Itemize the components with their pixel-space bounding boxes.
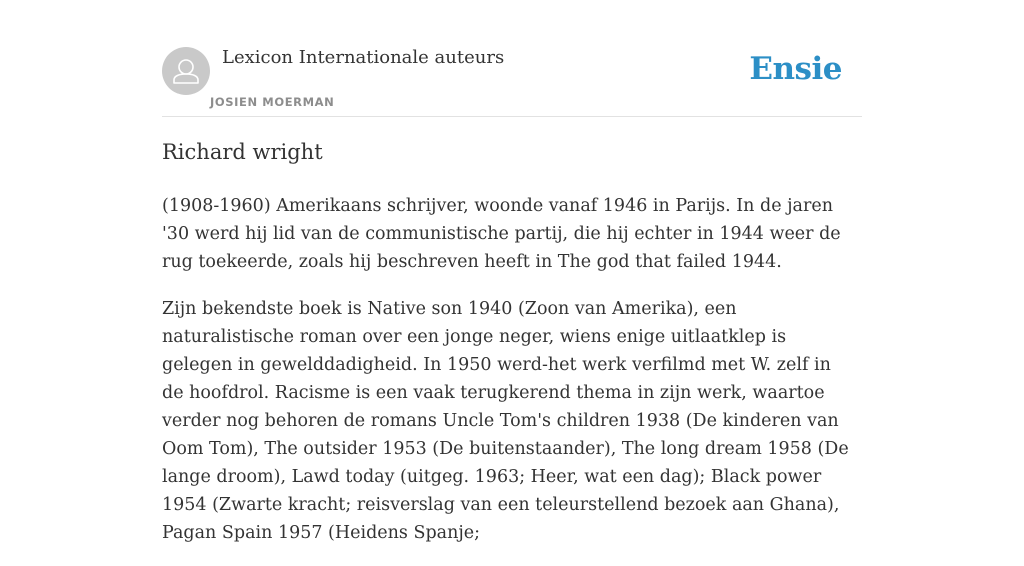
site-logo[interactable]: Ensie xyxy=(749,51,842,87)
author-name[interactable]: JOSIEN MOERMAN xyxy=(210,95,335,109)
paragraph: Zijn bekendste boek is Native son 1940 (Zoon van Amerika), een naturalistische roman over een jonge neger, wiens enige uitlaatklep is gelegen in gewelddadigheid. In 1950 werd-het werk verfilmd met W. zelf in de hoofdrol. Racisme is een vaak terugkerend thema in zijn werk, waartoe verder nog behoren de romans Uncle Tom's children 1938 (De kinderen van Oom Tom), The outsider 1953 (De buitenstaander), The long dream 1958 (De lange droom), Lawd today (uitgeg. 1963; Heer, wat een dag); Black power 1954 (Zwarte kracht; reisverslag van een teleurstellend bezoek aan Ghana), Pagan Spain 1957 (Heidens Spanje; xyxy=(162,299,849,543)
user-icon xyxy=(162,47,210,95)
entry-header xyxy=(162,0,862,117)
page-title: Richard wright xyxy=(162,140,323,164)
lexicon-title[interactable]: Lexicon Internationale auteurs xyxy=(222,47,505,68)
entry-body xyxy=(162,192,852,566)
avatar[interactable] xyxy=(162,47,210,95)
paragraph: (1908-1960) Amerikaans schrijver, woonde vanaf 1946 in Parijs. In de jaren '30 werd hij lid van de communistische partij, die hij echter in 1944 weer de rug toekeerde, zoals hij beschreven heeft in The god that failed 1944. xyxy=(162,196,841,272)
